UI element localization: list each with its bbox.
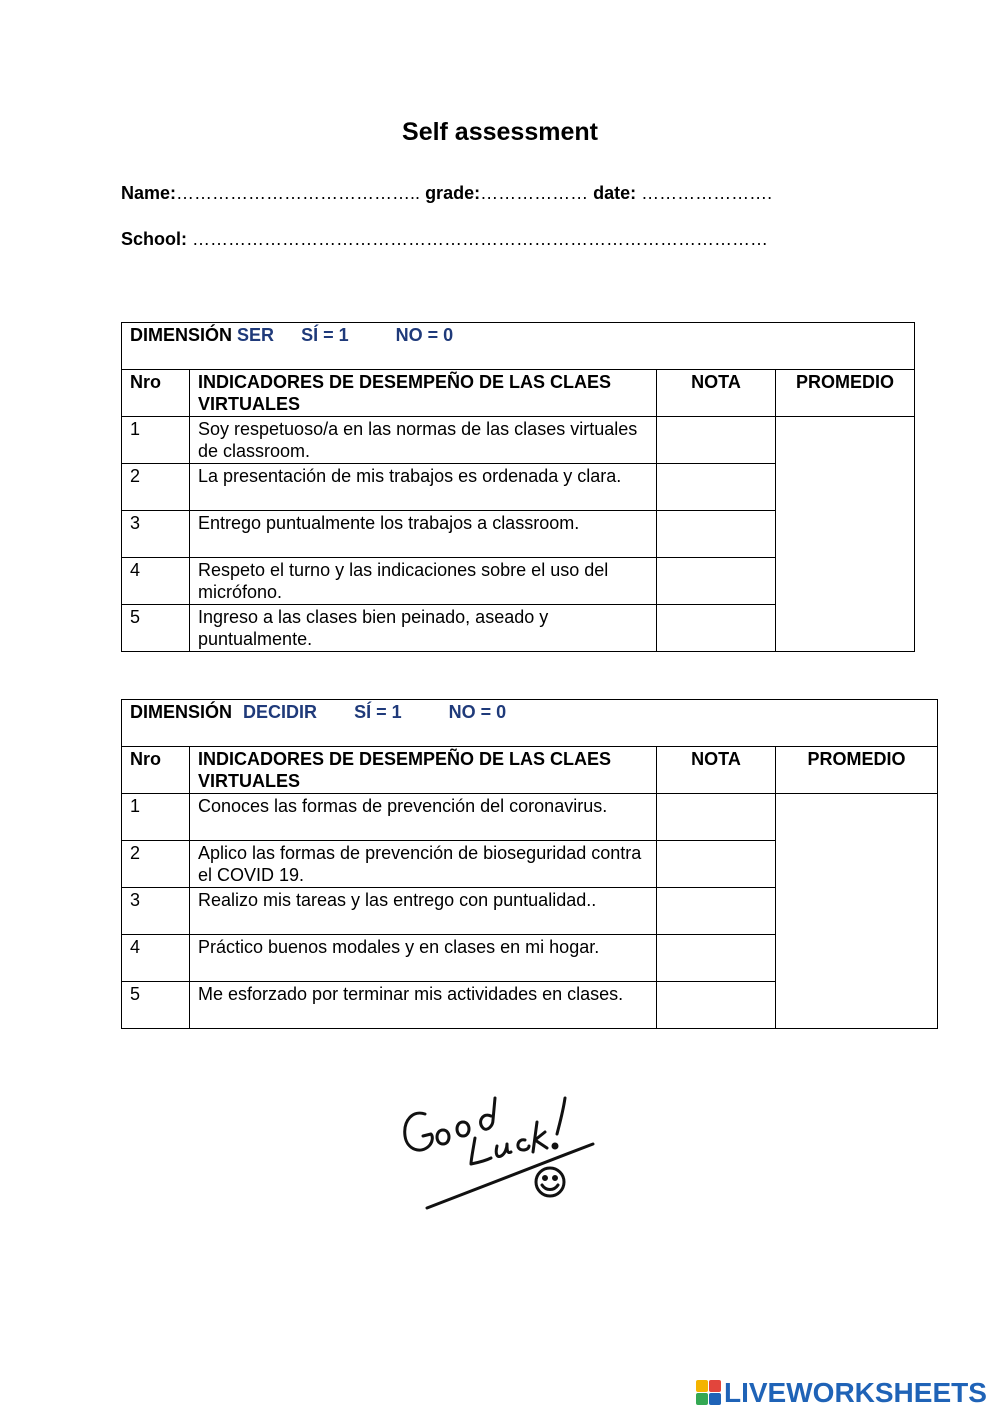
grade-label: grade: bbox=[425, 183, 481, 203]
row-indicator: Realizo mis tareas y las entrego con puntualidad.. bbox=[190, 888, 657, 935]
name-field[interactable]: ………………………………….. bbox=[176, 183, 421, 203]
nota-input-cell[interactable] bbox=[657, 417, 776, 464]
header-line-school bbox=[121, 229, 768, 250]
dimension-label: DIMENSIÓN bbox=[130, 325, 233, 345]
no-value-label: NO = 0 bbox=[448, 702, 507, 722]
row-number: 1 bbox=[122, 794, 190, 841]
row-number: 3 bbox=[122, 888, 190, 935]
nota-input-cell[interactable] bbox=[657, 794, 776, 841]
school-field[interactable]: …………………………………………………………………………………… bbox=[192, 229, 769, 249]
row-indicator: La presentación de mis trabajos es ordenada y clara. bbox=[190, 464, 657, 511]
yes-value-label: SÍ = 1 bbox=[301, 325, 349, 345]
nota-input-cell[interactable] bbox=[657, 605, 776, 652]
row-indicator: Aplico las formas de prevención de bioseguridad contra el COVID 19. bbox=[190, 841, 657, 888]
promedio-input-cell[interactable] bbox=[776, 794, 938, 1029]
row-number: 4 bbox=[122, 558, 190, 605]
row-indicator: Ingreso a las clases bien peinado, aseado y puntualmente. bbox=[190, 605, 657, 652]
header-nro: Nro bbox=[122, 370, 190, 417]
assessment-table-ser bbox=[121, 322, 915, 652]
dimension-label: DIMENSIÓN bbox=[130, 702, 233, 722]
dimension-name: SER bbox=[237, 325, 275, 345]
header-indicadores: INDICADORES DE DESEMPEÑO DE LAS CLAES VIRTUALES bbox=[190, 747, 657, 794]
dimension-name: DECIDIR bbox=[243, 702, 318, 722]
yes-value-label: SÍ = 1 bbox=[354, 702, 402, 722]
nota-input-cell[interactable] bbox=[657, 935, 776, 982]
header-row bbox=[122, 747, 938, 794]
table-row bbox=[122, 794, 938, 841]
row-indicator: Conoces las formas de prevención del coronavirus. bbox=[190, 794, 657, 841]
date-label: date: bbox=[593, 183, 637, 203]
logo-text: LIVEWORKSHEETS bbox=[724, 1377, 987, 1408]
nota-input-cell[interactable] bbox=[657, 511, 776, 558]
nota-input-cell[interactable] bbox=[657, 982, 776, 1029]
row-number: 2 bbox=[122, 841, 190, 888]
page-title: Self assessment bbox=[402, 118, 598, 146]
logo-squares-icon bbox=[696, 1380, 722, 1406]
dimension-row bbox=[122, 323, 915, 370]
promedio-input-cell[interactable] bbox=[776, 417, 915, 652]
row-number: 2 bbox=[122, 464, 190, 511]
row-indicator: Entrego puntualmente los trabajos a classroom. bbox=[190, 511, 657, 558]
row-number: 5 bbox=[122, 982, 190, 1029]
smiley-icon bbox=[536, 1168, 564, 1196]
nota-input-cell[interactable] bbox=[657, 558, 776, 605]
no-value-label: NO = 0 bbox=[395, 325, 454, 345]
nota-input-cell[interactable] bbox=[657, 888, 776, 935]
name-label: Name: bbox=[121, 183, 177, 203]
header-row bbox=[122, 370, 915, 417]
date-field[interactable]: …………………. bbox=[641, 183, 773, 203]
grade-field[interactable]: ……………… bbox=[480, 183, 589, 203]
header-nota: NOTA bbox=[657, 747, 776, 794]
school-label: School: bbox=[121, 229, 187, 249]
header-line-name bbox=[121, 183, 772, 204]
dimension-row bbox=[122, 700, 938, 747]
row-indicator: Práctico buenos modales y en clases en mi hogar. bbox=[190, 935, 657, 982]
row-number: 4 bbox=[122, 935, 190, 982]
header-promedio: PROMEDIO bbox=[776, 370, 915, 417]
row-indicator: Soy respetuoso/a en las normas de las clases virtuales de classroom. bbox=[190, 417, 657, 464]
row-number: 3 bbox=[122, 511, 190, 558]
good-luck-signature bbox=[395, 1092, 605, 1222]
header-nota: NOTA bbox=[657, 370, 776, 417]
row-indicator: Respeto el turno y las indicaciones sobre el uso del micrófono. bbox=[190, 558, 657, 605]
row-number: 5 bbox=[122, 605, 190, 652]
row-number: 1 bbox=[122, 417, 190, 464]
header-nro: Nro bbox=[122, 747, 190, 794]
header-indicadores: INDICADORES DE DESEMPEÑO DE LAS CLAES VIRTUALES bbox=[190, 370, 657, 417]
nota-input-cell[interactable] bbox=[657, 464, 776, 511]
nota-input-cell[interactable] bbox=[657, 841, 776, 888]
table-row bbox=[122, 417, 915, 464]
liveworksheets-logo[interactable] bbox=[696, 1377, 987, 1409]
row-indicator: Me esforzado por terminar mis actividades en clases. bbox=[190, 982, 657, 1029]
assessment-table-decidir bbox=[121, 699, 938, 1029]
header-promedio: PROMEDIO bbox=[776, 747, 938, 794]
